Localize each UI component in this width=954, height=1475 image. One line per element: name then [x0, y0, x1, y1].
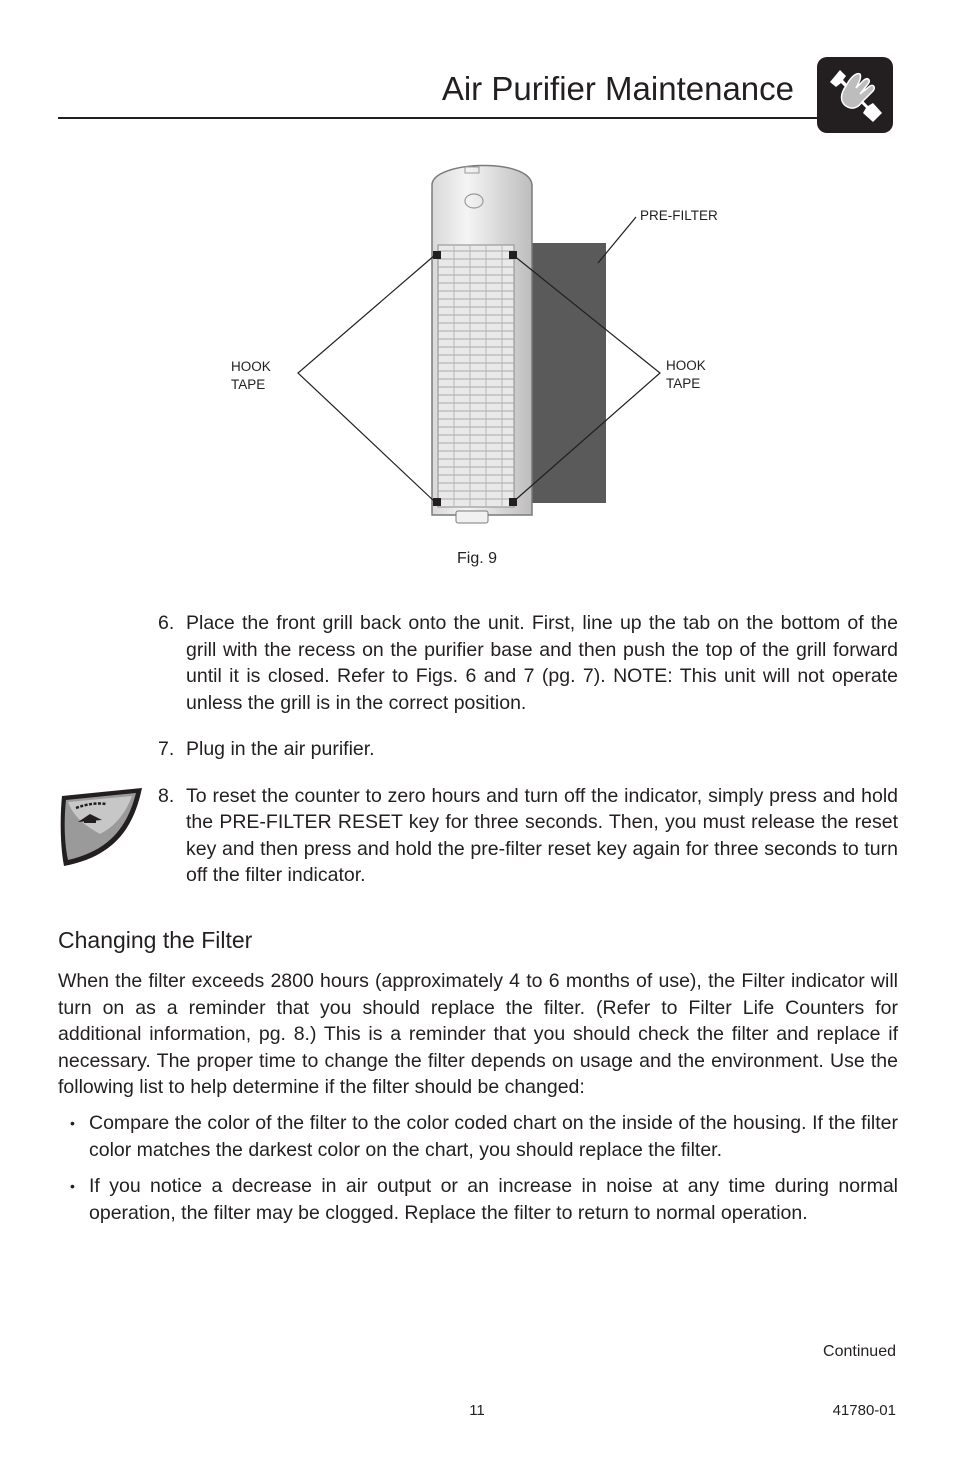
pre-filter-reset-key-icon: [56, 786, 146, 870]
step-number: 7.: [158, 738, 175, 760]
step-6: [158, 610, 898, 716]
page-title: Air Purifier Maintenance: [441, 70, 794, 107]
document-code: 41780-01: [832, 1402, 896, 1419]
step-7: [158, 736, 898, 763]
purifier-grill: [438, 245, 514, 507]
list-item: [70, 1173, 898, 1226]
continued-note: Continued: [823, 1343, 896, 1360]
list-item: [70, 1110, 898, 1163]
label-pre-filter: PRE-FILTER: [640, 208, 718, 223]
step-text: Plug in the air purifier.: [186, 738, 375, 760]
label-hook-tape-left-1: HOOK: [231, 359, 271, 374]
bullet-text: If you notice a decrease in air output or an increase in noise at any time during normal operation, the filter may be clogged. Replace the filter to return to normal operation.: [89, 1175, 898, 1224]
title-rule: [58, 117, 818, 119]
section-paragraph: When the filter exceeds 2800 hours (approximately 4 to 6 months of use), the Filter indicator will turn on as a reminder that you should replace the filter. (Refer to Filter Life Counters for additional information, pg. 8.) This is a reminder that you should check the filter and replace if necessary. The proper time to change the filter depends on usage and the environment. Use the following list to help determine if the filter should be changed:: [58, 970, 898, 1098]
step-text: To reset the counter to zero hours and turn off the indicator, simply press and hold the PRE-FILTER RESET key for three seconds. Then, you must release the reset key and then press and hold the pre-filter reset key again for three seconds to turn off the filter indicator.: [186, 784, 898, 886]
label-hook-tape-right-1: HOOK: [666, 358, 706, 373]
page-number: 11: [469, 1402, 485, 1419]
steps-list: [158, 610, 898, 909]
bullet-mark: •: [70, 1115, 75, 1131]
section-heading: Changing the Filter: [58, 927, 253, 953]
bullet-mark: •: [70, 1178, 75, 1194]
bullet-list: [70, 1110, 898, 1236]
label-hook-tape-right-2: TAPE: [666, 376, 701, 391]
label-hook-tape-left-2: TAPE: [231, 377, 266, 392]
pre-filter-sheet: [526, 243, 606, 503]
bullet-text: Compare the color of the filter to the color coded chart on the inside of the housing. If the filter color matches the darkest color on the chart, you should replace the filter.: [89, 1112, 898, 1161]
figure-caption: Fig. 9: [456, 550, 497, 567]
step-8: [158, 783, 898, 889]
wrench-hand-icon: [816, 56, 894, 134]
figure-9-diagram: [220, 155, 740, 540]
step-number: 8.: [158, 784, 175, 807]
step-text: Place the front grill back onto the unit. First, line up the tab on the bottom of the grill with the recess on the purifier base and then push the top of the grill forward until it is closed. Refer to Figs. 6 and 7 (pg. 7). NOTE: This unit will not operate unless the grill is in the correct position.: [186, 612, 898, 714]
step-number: 6.: [158, 612, 175, 634]
